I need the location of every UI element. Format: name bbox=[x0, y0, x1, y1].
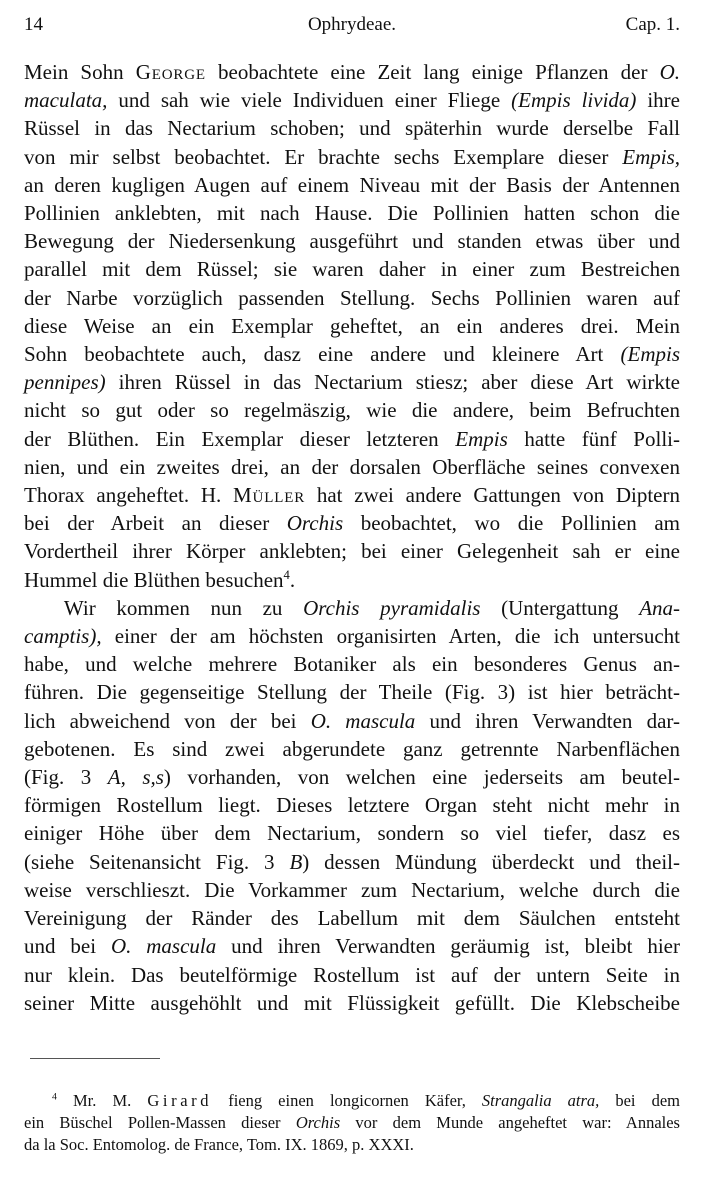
page-number: 14 bbox=[24, 14, 43, 35]
text-line: Wir kommen nun zu Orchis pyramidalis (Untergattung Ana- bbox=[63, 595, 681, 620]
text-line: Rüssel in das Nectarium schoben; und späterhin wurde derselbe Fall bbox=[24, 116, 680, 141]
text-line: an deren kugligen Augen auf einem Niveau mit der Basis der Antennen bbox=[24, 172, 680, 197]
text-line: diese Weise an ein Exemplar geheftet, an ein anderes drei. Mein bbox=[24, 313, 680, 338]
text-line: Pollinien anklebten, mit nach Hause. Die Pollinien hatten schon die bbox=[24, 201, 680, 226]
text-line: Vordertheil ihrer Körper anklebten; bei einer Gelegenheit sah er eine bbox=[24, 539, 680, 564]
text-line: bei der Arbeit an dieser Orchis beobachtet, wo die Pollinien am bbox=[24, 511, 680, 536]
text-line: nien, und ein zweites drei, an der dorsalen Oberfläche seines convexen bbox=[24, 454, 680, 479]
author-name: George bbox=[135, 60, 206, 84]
text-line: der Blüthen. Ein Exemplar dieser letzteren Empis hatte fünf Polli- bbox=[24, 426, 680, 451]
text-line: (siehe Seitenansicht Fig. 3 B) dessen Mündung überdeckt und theil- bbox=[24, 849, 680, 874]
body-text bbox=[24, 58, 680, 1017]
text-line: einiger Höhe über dem Nectarium, sondern so viel tiefer, dasz es bbox=[24, 821, 680, 846]
text-line: Vereinigung der Ränder des Labellum mit dem Säulchen entsteht bbox=[24, 906, 680, 931]
text-line: und bei O. mascula und ihren Verwandten geräumig ist, bleibt hier bbox=[24, 934, 680, 959]
footnote bbox=[24, 1090, 680, 1156]
text-line: Bewegung der Niedersenkung ausgeführt und standen etwas über und bbox=[24, 229, 680, 254]
page-header bbox=[24, 14, 680, 44]
text-line: nicht so gut oder so regelmäszig, wie die andere, beim Befruchten bbox=[24, 398, 680, 423]
text-line: lich abweichend von der bei O. mascula und ihren Verwandten dar- bbox=[24, 708, 680, 733]
text-line: Mein Sohn George beobachtete eine Zeit lang einige Pflanzen der O. bbox=[24, 60, 680, 84]
text-line: camptis), einer der am höchsten organisirten Arten, die ich untersucht bbox=[24, 624, 680, 649]
paragraph-1 bbox=[24, 58, 680, 594]
footnote-line: da la Soc. Entomolog. de France, Tom. IX. 1869, p. XXXI. bbox=[24, 1135, 414, 1154]
chapter-label: Cap. 1. bbox=[625, 14, 680, 35]
author-name: Girard bbox=[147, 1091, 213, 1110]
text-line: weise verschlieszt. Die Vorkammer zum Nectarium, welche durch die bbox=[24, 877, 680, 902]
footnote-marker: 4 bbox=[52, 1091, 57, 1103]
text-line: Hummel die Blüthen besuchen$^4$. bbox=[24, 567, 296, 592]
text-line: pennipes) ihren Rüssel in das Nectarium stiesz; aber diese Art wirkte bbox=[24, 370, 680, 395]
text-line: Sohn beobachtete auch, dasz eine andere und kleinere Art (Empis bbox=[24, 342, 680, 367]
text-line: maculata, und sah wie viele Individuen einer Fliege (Empis livida) ihre bbox=[24, 88, 680, 113]
text-line: (Fig. 3 A, s,s) vorhanden, von welchen eine jederseits am beutel- bbox=[24, 765, 680, 790]
author-name: Müller bbox=[233, 483, 306, 508]
text-line: seiner Mitte ausgehöhlt und mit Flüssigkeit gefüllt. Die Klebscheibe bbox=[24, 990, 680, 1015]
running-title: Ophrydeae. bbox=[307, 14, 397, 35]
text-line: gebotenen. Es sind zwei abgerundete ganz getrennte Narbenflächen bbox=[24, 736, 680, 761]
text-line: Thorax angeheftet. H. Müller hat zwei andere Gattungen von Diptern bbox=[24, 483, 680, 508]
footnote-line: ein Büschel Pollen-Massen dieser Orchis vor dem Munde angeheftet war: Annales bbox=[24, 1113, 680, 1132]
footnote-divider bbox=[30, 1058, 160, 1059]
text-line: habe, und welche mehrere Botaniker als ein besonderes Genus an- bbox=[24, 652, 680, 677]
text-line: parallel mit dem Rüssel; sie waren daher in einer zum Bestreichen bbox=[24, 257, 680, 282]
footnote-ref[interactable]: 4 bbox=[283, 567, 290, 582]
footnote-line: $^4$ Mr. M. Girard fieng einen longicornen Käfer, Strangalia atra, bei dem bbox=[52, 1091, 680, 1110]
paragraph-2 bbox=[24, 594, 680, 1017]
text-line: nur klein. Das beutelförmige Rostellum ist auf der untern Seite in bbox=[24, 962, 680, 987]
text-line: der Narbe vorzüglich passenden Stellung. Sechs Pollinien waren auf bbox=[24, 285, 680, 310]
text-line: förmigen Rostellum liegt. Dieses letztere Organ steht nicht mehr in bbox=[24, 793, 680, 818]
text-line: führen. Die gegenseitige Stellung der Theile (Fig. 3) ist hier beträcht- bbox=[24, 680, 680, 705]
text-line: von mir selbst beobachtet. Er brachte sechs Exemplare dieser Empis, bbox=[24, 144, 680, 169]
